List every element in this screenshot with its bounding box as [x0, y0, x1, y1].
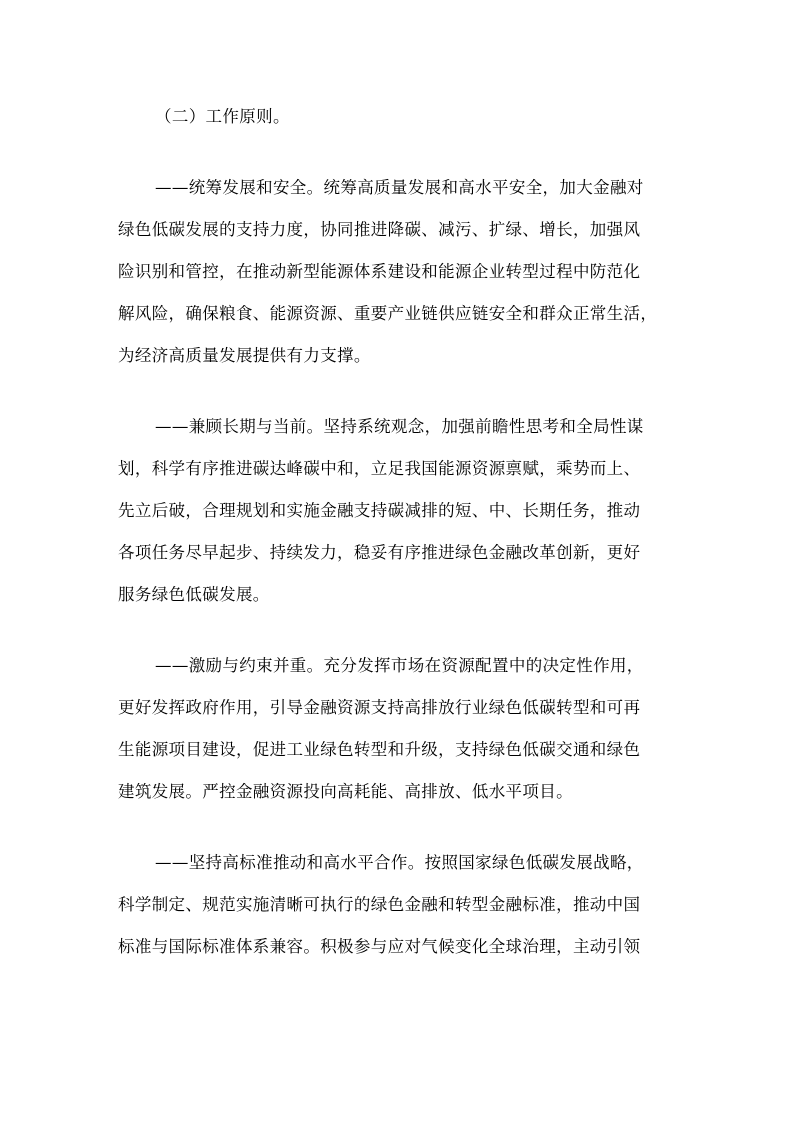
paragraph-2-line-4: 各项任务尽早起步、持续发力，稳妥有序推进绿色金融改革创新，更好: [118, 543, 641, 562]
paragraph-4-line-2: 科学制定、规范实施清晰可执行的绿色金融和转型金融标准，推动中国: [118, 895, 641, 914]
paragraph-1-line-2: 绿色低碳发展的支持力度，协同推进降碳、减污、扩绿、增长，加强风: [118, 220, 641, 239]
paragraph-3-line-1: ——激励与约束并重。充分发挥市场在资源配置中的决定性作用，: [155, 656, 644, 675]
paragraph-4-line-3: 标准与国际标准体系兼容。积极参与应对气候变化全球治理，主动引领: [118, 937, 641, 956]
paragraph-2-line-3: 先立后破，合理规划和实施金融支持碳减排的短、中、长期任务，推动: [118, 501, 641, 520]
paragraph-3-line-3: 生能源项目建设，促进工业绿色转型和升级，支持绿色低碳交通和绿色: [118, 740, 641, 759]
paragraph-3-line-4: 建筑发展。严控金融资源投向高耗能、高排放、低水平项目。: [118, 782, 573, 801]
paragraph-1-line-5: 为经济高质量发展提供有力支撑。: [118, 346, 371, 365]
paragraph-1-line-1: ——统筹发展和安全。统筹高质量发展和高水平安全，加大金融对: [155, 178, 644, 197]
paragraph-1-line-3: 险识别和管控，在推动新型能源体系建设和能源企业转型过程中防范化: [118, 262, 641, 281]
paragraph-2-line-5: 服务绿色低碳发展。: [118, 585, 270, 604]
paragraph-4-line-1: ——坚持高标准推动和高水平合作。按照国家绿色低碳发展战略，: [155, 853, 644, 872]
paragraph-1-line-4: 解风险，确保粮食、能源资源、重要产业链供应链安全和群众正常生活，: [118, 304, 658, 323]
paragraph-2-line-2: 划，科学有序推进碳达峰碳中和，立足我国能源资源禀赋，乘势而上、: [118, 459, 641, 478]
section-heading: （二）工作原则。: [155, 107, 290, 126]
paragraph-3-line-2: 更好发挥政府作用，引导金融资源支持高排放行业绿色低碳转型和可再: [118, 698, 641, 717]
paragraph-2-line-1: ——兼顾长期与当前。坚持系统观念，加强前瞻性思考和全局性谋: [155, 417, 644, 436]
